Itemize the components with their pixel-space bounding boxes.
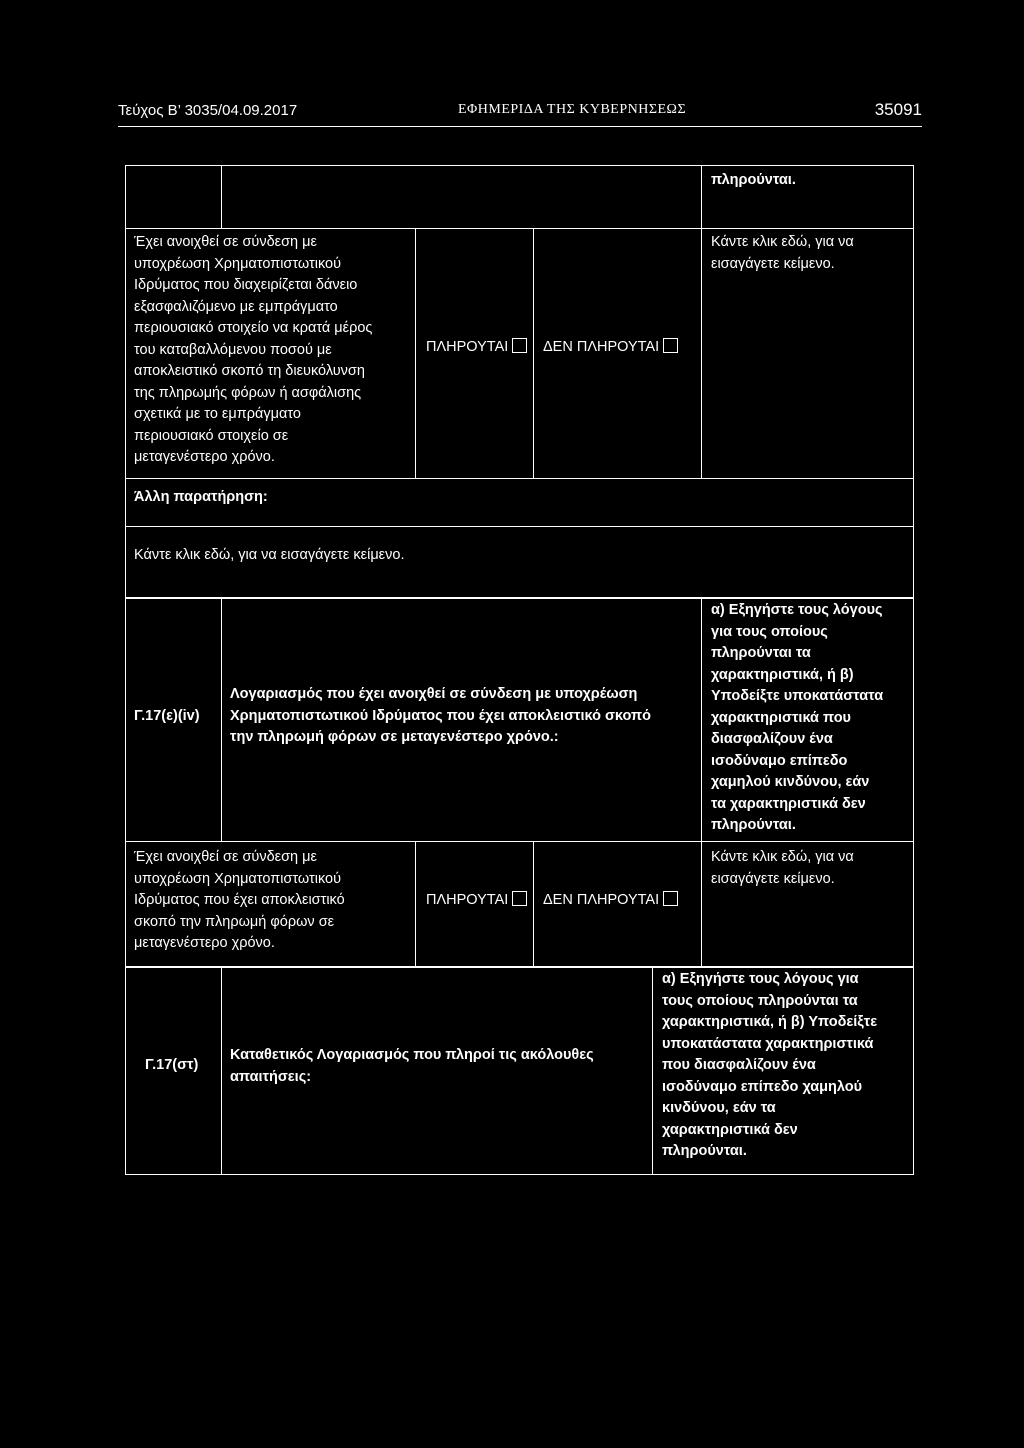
section1-input-field[interactable]: Κάντε κλικ εδώ, για να εισαγάγετε κείμενο.	[711, 234, 854, 272]
section2-input-field[interactable]: Κάντε κλικ εδώ, για να εισαγάγετε κείμενο.	[711, 849, 854, 887]
journal-title: ΕΦΗΜΕΡΙΔΑ ΤΗΣ ΚΥΒΕΡΝΗΣΕΩΣ	[458, 102, 687, 117]
page-number: 35091	[874, 100, 922, 119]
option-no-label: ΔΕΝ ΠΛΗΡΟΥΤΑΙ	[543, 339, 660, 355]
section1-option-no[interactable]	[543, 337, 678, 359]
section3-instructions: α) Εξηγήστε τους λόγους για τους οποίους πληρούνται τα χαρακτηριστικά, ή β) Υποδείξτε υποκατάστατα χαρακτηριστικά που διασφαλίζουν ένα ισοδύναμο επίπεδο χαμηλού κινδύνου, εάν τα χαρακτηριστικά δεν πληρούνται.	[662, 971, 878, 1159]
section2-option-yes[interactable]	[426, 890, 527, 912]
remark-input-field[interactable]: Κάντε κλικ εδώ, για να εισαγάγετε κείμενο.	[134, 547, 405, 563]
section2-code: Γ.17(ε)(iv)	[134, 708, 200, 724]
checkbox-icon[interactable]	[512, 338, 527, 353]
option-yes-label: ΠΛΗΡΟΥΤΑΙ	[426, 339, 509, 355]
top-cell-text: πληρούνται.	[711, 172, 796, 188]
option-no-label: ΔΕΝ ΠΛΗΡΟΥΤΑΙ	[543, 892, 660, 908]
checkbox-icon[interactable]	[512, 891, 527, 906]
section2-instructions: α) Εξηγήστε τους λόγους για τους οποίους πληρούνται τα χαρακτηριστικά, ή β) Υποδείξτε υποκατάστατα χαρακτηριστικά που διασφαλίζουν ένα ισοδύναμο επίπεδο χαμηλού κινδύνου, εάν τα χαρακτηριστικά δεν πληρούνται.	[711, 602, 884, 833]
section3-title: Καταθετικός Λογαριασμός που πληροί τις ακόλουθες απαιτήσεις:	[230, 1047, 594, 1085]
page-header	[118, 100, 922, 127]
section1-question: Έχει ανοιχθεί σε σύνδεση με υποχρέωση Χρηματοπιστωτικού Ιδρύματος που διαχειρίζεται δάνειο εξασφαλιζόμενο με εμπράγματο περιουσιακό στοιχείο να κρατά μέρος του καταβαλλόμενου ποσού με αποκλειστικό σκοπό τη διευκόλυνση της πληρωμής φόρων ή ασφάλισης σχετικά με το εμπράγματο περιουσιακό στοιχείο σε μεταγενέστερο χρόνο.	[134, 234, 373, 465]
section1-option-yes[interactable]	[426, 337, 527, 359]
checkbox-icon[interactable]	[663, 338, 678, 353]
section2-question: Έχει ανοιχθεί σε σύνδεση με υποχρέωση Χρηματοπιστωτικού Ιδρύματος που έχει αποκλειστικό σκοπό την πληρωμή φόρων σε μεταγενέστερο χρόνο.	[134, 849, 345, 951]
option-yes-label: ΠΛΗΡΟΥΤΑΙ	[426, 892, 509, 908]
section3-code: Γ.17(στ)	[145, 1057, 199, 1073]
section2-title: Λογαριασμός που έχει ανοιχθεί σε σύνδεση με υποχρέωση Χρηματοπιστωτικού Ιδρύματος που έχει αποκλειστικό σκοπό την πληρωμή φόρων σε μεταγενέστερο χρόνο.:	[230, 686, 651, 745]
remark-label: Άλλη παρατήρηση:	[134, 489, 268, 505]
section2-option-no[interactable]	[543, 890, 678, 912]
issue-number: Τεύχος Β’ 3035/04.09.2017	[118, 102, 298, 119]
checkbox-icon[interactable]	[663, 891, 678, 906]
